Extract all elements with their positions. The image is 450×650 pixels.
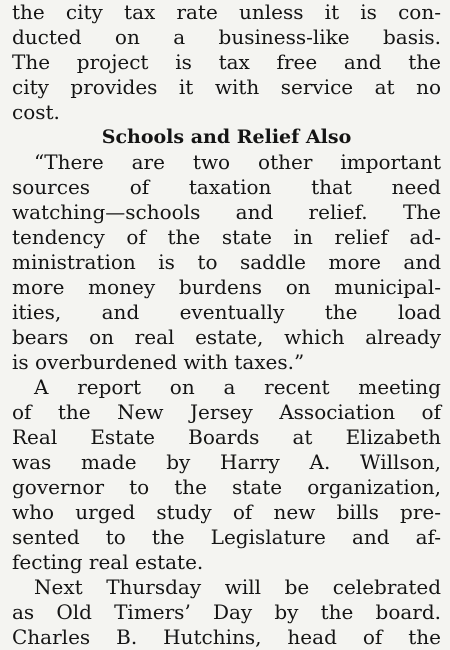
text-line: Next Thursday will be celebrated (34, 575, 441, 599)
text-line: The project is tax free and the (12, 50, 441, 74)
text-line: was made by Harry A. Willson, (12, 450, 441, 474)
text-line: bears on real estate, which already (12, 325, 441, 349)
text-line: ducted on a business-like basis. (12, 25, 441, 49)
text-line: watching—schools and relief. The (12, 200, 441, 224)
text-line: the city tax rate unless it is con- (12, 0, 441, 24)
text-line: “There are two other important (34, 150, 441, 174)
text-line: sources of taxation that need (12, 175, 441, 199)
text-line: of the New Jersey Association of (12, 400, 441, 424)
text-line: Charles B. Hutchins, head of the (12, 625, 441, 649)
text-line: is overburdened with taxes.” (12, 350, 305, 374)
text-line: fecting real estate. (12, 550, 204, 574)
text-line: who urged study of new bills pre- (12, 500, 441, 524)
text-line: as Old Timers’ Day by the board. (12, 600, 441, 624)
text-line: Real Estate Boards at Elizabeth (12, 425, 441, 449)
text-line: city provides it with service at no (12, 75, 441, 99)
text-line: ministration is to saddle more and (12, 250, 441, 274)
text-line: A report on a recent meeting (34, 375, 441, 399)
text-line: cost. (12, 100, 60, 124)
text-line: sented to the Legislature and af- (12, 525, 441, 549)
text-line: ities, and eventually the load (12, 300, 441, 324)
text-line: more money burdens on municipal- (12, 275, 441, 299)
text-line: governor to the state organization, (12, 475, 441, 499)
subheading: Schools and Relief Also (101, 126, 352, 148)
text-line: tendency of the state in relief ad- (12, 225, 441, 249)
